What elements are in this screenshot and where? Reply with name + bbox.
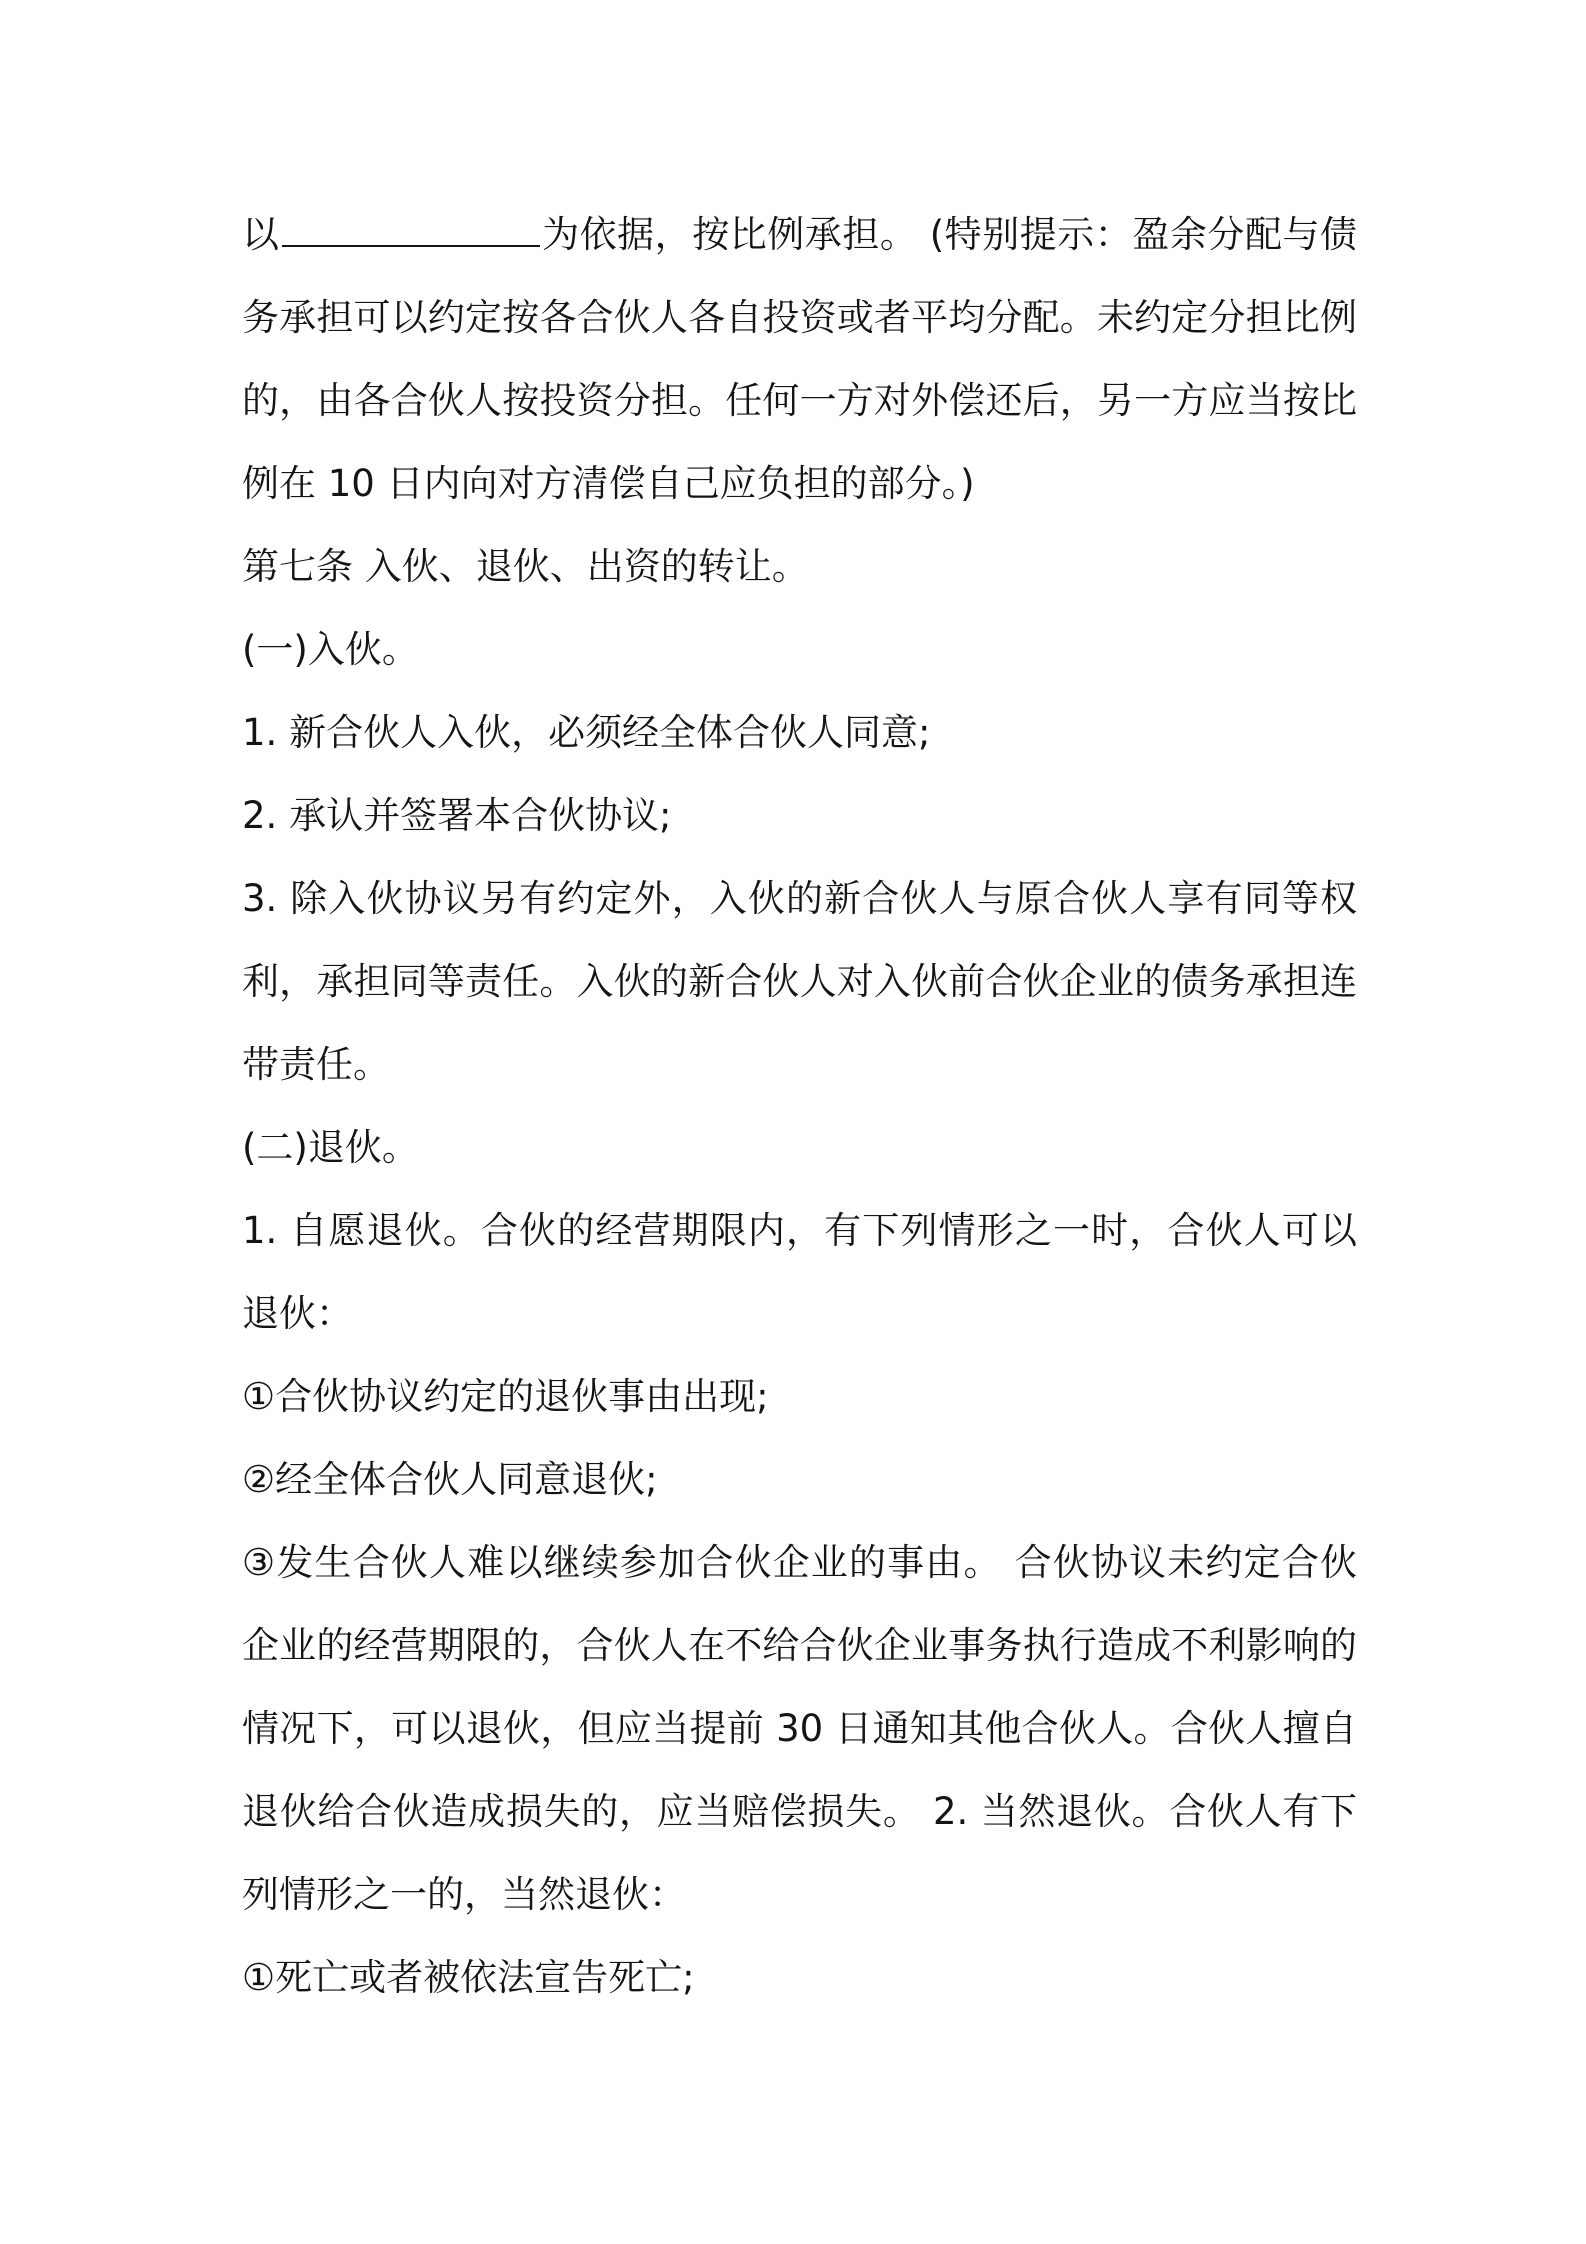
section-joining-heading: (一)入伙。 xyxy=(242,628,419,671)
sub-list-item: ①死亡或者被依法宣告死亡; xyxy=(242,1956,695,1999)
paragraph-profit-sharing xyxy=(242,193,1357,525)
paragraph-text: 为依据，按比例承担。 (特别提示：盈余分配与债务承担可以约定按各合伙人各自投资或者平均分配。未约定分担比例的，由各合伙人按投资分担。任何一方对外偿还后，另一方应当按比例在 10 日内向对方清偿自己应负担的部分。) xyxy=(242,213,1358,505)
section-withdrawal-heading: (二)退伙。 xyxy=(242,1126,419,1169)
document-body xyxy=(242,193,1357,2019)
article-7-heading: 第七条 入伙、退伙、出资的转让。 xyxy=(242,545,809,588)
list-item: 3. 除入伙协议另有约定外，入伙的新合伙人与原合伙人享有同等权利，承担同等责任。入伙的新合伙人对入伙前合伙企业的债务承担连带责任。 xyxy=(242,877,1357,1086)
sub-list-item: ①合伙协议约定的退伙事由出现; xyxy=(242,1375,769,1418)
sub-list-item: ③发生合伙人难以继续参加合伙企业的事由。 合伙协议未约定合伙企业的经营期限的，合伙人在不给合伙企业事务执行造成不利影响的情况下，可以退伙，但应当提前 30 日通知其他合伙人。合伙人擅自退伙给合伙造成损失的，应当赔偿损失。 2. 当然退伙。合伙人有下列情形之一的，当然退伙： xyxy=(242,1541,1357,1916)
paragraph-text: 以 xyxy=(242,213,280,256)
list-item: 2. 承认并签署本合伙协议; xyxy=(242,794,672,837)
fill-in-blank[interactable] xyxy=(282,215,540,247)
list-item: 1. 自愿退伙。合伙的经营期限内，有下列情形之一时，合伙人可以退伙： xyxy=(242,1209,1357,1335)
list-item: 1. 新合伙人入伙，必须经全体合伙人同意; xyxy=(242,711,931,754)
sub-list-item: ②经全体合伙人同意退伙; xyxy=(242,1458,658,1501)
